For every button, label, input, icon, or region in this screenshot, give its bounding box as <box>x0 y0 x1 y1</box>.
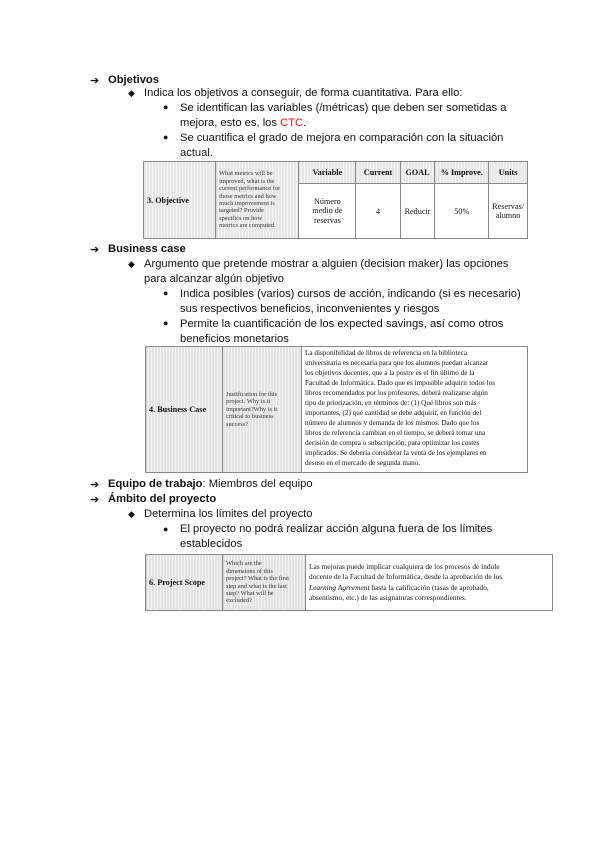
arrow-bullet-icon: ➔ <box>90 479 100 491</box>
scope-question: Which are the dimensions of this project? What is the first step and what is the last step? What will be excluded? <box>223 555 306 611</box>
header-goal: GOAL <box>400 162 435 184</box>
business-question: Justification for this project. Why is it important?Why is it critical to business success? <box>223 347 302 473</box>
round-bullet-icon: ● <box>163 318 169 328</box>
header-units: Units <box>489 162 528 184</box>
diamond-bullet-icon: ◆ <box>128 88 135 98</box>
ambito-description: Determina los límites del proyecto <box>144 508 313 520</box>
business-bullet1-line2: sus respectivos beneficios, inconvenientes y riesgos <box>180 303 440 315</box>
header-variable: Variable <box>299 162 356 184</box>
scope-answer: Las mejoras puede implicar cualquiera de los procesos de índole docente de la Facultad de Informática, desde la aprobación de los Learning Agreement hasta la calificación (tasas de aprobado, absentismo, etc.) de las asignaturas correspondientes. <box>306 555 553 611</box>
objective-table <box>143 161 528 239</box>
scope-row-label: 6. Project Scope <box>146 555 223 611</box>
header-improve: % Improve. <box>435 162 489 184</box>
diamond-bullet-icon: ◆ <box>128 259 135 269</box>
diamond-bullet-icon: ◆ <box>128 509 135 519</box>
business-bullet2-line1: Permite la cuantificación de los expected savings, así como otros <box>180 318 504 330</box>
section-heading-ambito: Ámbito del proyecto <box>108 493 217 505</box>
section-heading-objetivos: Objetivos <box>108 74 159 86</box>
business-description-line1: Argumento que pretende mostrar a alguien (decision maker) las opciones <box>144 258 509 270</box>
section-heading-business-case: Business case <box>108 243 186 255</box>
cell-improve: 50% <box>435 184 489 239</box>
ambito-bullet1-line2: establecidos <box>180 538 243 550</box>
round-bullet-icon: ● <box>163 288 169 298</box>
section-heading-equipo: Equipo de trabajo: Miembros del equipo <box>108 478 313 490</box>
cell-units: Reservas/ alumno <box>489 184 528 239</box>
ctc-highlight: CTC <box>280 117 304 129</box>
business-case-table <box>145 346 528 473</box>
round-bullet-icon: ● <box>163 102 169 112</box>
project-scope-table <box>145 554 553 611</box>
business-bullet1-line1: Indica posibles (varios) cursos de acción, indicando (si es necesario) <box>180 288 521 300</box>
objetivos-bullet1-line2: mejora, esto es, los CTC. <box>180 117 307 129</box>
arrow-bullet-icon: ➔ <box>90 75 100 87</box>
business-row-label: 4. Business Case <box>146 347 223 473</box>
arrow-bullet-icon: ➔ <box>90 494 100 506</box>
round-bullet-icon: ● <box>163 132 169 142</box>
arrow-bullet-icon: ➔ <box>90 244 100 256</box>
cell-goal: Reducir <box>400 184 435 239</box>
objective-question: What metrics will be improved, what is the current performance for those metrics and how much improvement is targeted? Provide specifics on how metrics are computed. <box>216 162 299 239</box>
cell-current: 4 <box>356 184 400 239</box>
objetivos-bullet2-line2: actual. <box>180 147 213 159</box>
objective-row-label: 3. Objective <box>144 162 216 239</box>
cell-variable: Número medio de reservas <box>299 184 356 239</box>
objetivos-bullet1-line1: Se identifican las variables (/métricas) que deben ser sometidas a <box>180 102 507 114</box>
round-bullet-icon: ● <box>163 524 169 534</box>
business-description-line2: para alcanzar algún objetivo <box>144 273 284 285</box>
business-bullet2-line2: beneficios monetarios <box>180 333 289 345</box>
objetivos-description: Indica los objetivos a conseguir, de forma cuantitativa. Para ello: <box>144 87 463 99</box>
header-current: Current <box>356 162 400 184</box>
objetivos-bullet2-line1: Se cuantifica el grado de mejora en comparación con la situación <box>180 132 504 144</box>
business-answer: La disponibilidad de libros de referencia en la biblioteca universitaria es necesaria para que los alumnos puedan alcanzar los objetivos docentes, que a la postre es el fin último de la Facultad de Informática. Dado que es imposible adquirir todos los libros recomendados por los profesores, deberá realizarse algún tipo de priorización, en términos de: (1) Qué libros son más importantes, (2) qué cantidad se debe adquirir, en función del número de alumnos y demanda de los mismos. Dado que los libros de referencia cambian en el tiempo, se deberá tomar una decisión de compra o subscripción, para optimizar los costes implicados. Se debería considerar la venta de los ejemplares en desuso en el mercado de segunda mano. <box>302 347 528 473</box>
ambito-bullet1-line1: El proyecto no podrá realizar acción alguna fuera de los límites <box>180 523 493 535</box>
